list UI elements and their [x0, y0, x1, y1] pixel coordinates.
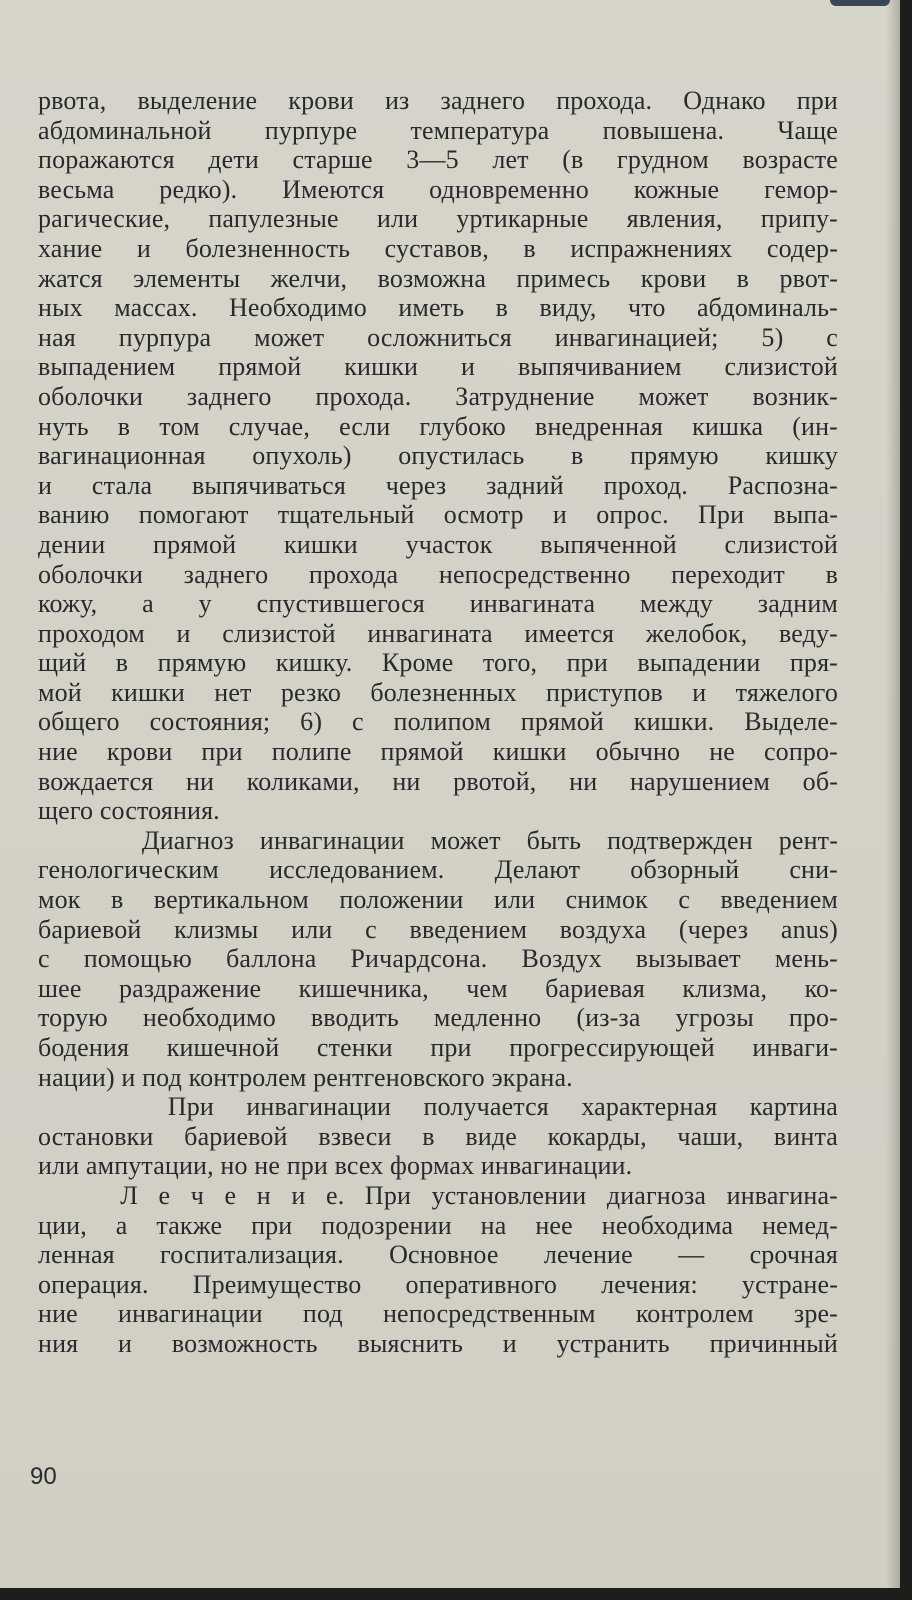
- text-line: щий в прямую кишку. Кроме того, при выпадении пря-: [38, 648, 838, 678]
- text-line: оболочки заднего прохода. Затруднение может возник-: [38, 381, 838, 411]
- text-line: ленная госпитализация. Основное лечение — срочная: [38, 1240, 838, 1270]
- text-line: проходом и слизистой инвагината имеется желобок, веду-: [38, 618, 838, 648]
- text-line: ванию помогают тщательный осмотр и опрос. При выпа-: [38, 500, 838, 530]
- text-line: абдоминальной пурпуре температура повышена. Чаще: [38, 115, 838, 145]
- text-line: торую необходимо вводить медленно (из-за угрозы про-: [38, 1003, 838, 1033]
- text-line: щего состояния.: [38, 796, 220, 826]
- text-line: ние инвагинации под непосредственным контролем зре-: [38, 1299, 838, 1329]
- text-line: жатся элементы желчи, возможна примесь крови в рвот-: [38, 263, 838, 293]
- text-line: оболочки заднего прохода непосредственно переходит в: [38, 559, 838, 589]
- text-line: общего состояния; 6) с полипом прямой кишки. Выделе-: [38, 707, 838, 737]
- text-line: хание и болезненность суставов, в испражнениях содер-: [38, 233, 838, 263]
- text-line: кожу, а у спустившегося инвагината между задним: [38, 589, 838, 619]
- text-line: ния и возможность выяснить и устранить причинный: [38, 1328, 838, 1358]
- text-line: остановки бариевой взвеси в виде кокарды, чаши, винта: [38, 1121, 838, 1151]
- text-line: шее раздражение кишечника, чем бариевая клизма, ко-: [38, 973, 838, 1003]
- text-line: рвота, выделение крови из заднего прохода. Однако при: [38, 86, 838, 115]
- text-line: операция. Преимущество оперативного лечения: устране-: [38, 1269, 838, 1299]
- text-line: Л е ч е н и е. При установлении диагноза инвагина-: [38, 1180, 838, 1210]
- page-top-mark: [830, 0, 890, 6]
- text-line: ции, а также при подозрении на нее необходима немед-: [38, 1210, 838, 1240]
- text-line: поражаются дети старше 3—5 лет (в грудном возрасте: [38, 145, 838, 175]
- body-text: [38, 86, 838, 1359]
- text-line: При инвагинации получается характерная картина: [38, 1092, 838, 1122]
- text-line: или ампутации, но не при всех формах инвагинации.: [38, 1151, 633, 1181]
- text-line: ние крови при полипе прямой кишки обычно не сопро-: [38, 737, 838, 767]
- page-number: 90: [30, 1463, 57, 1490]
- text-line: ных массах. Необходимо иметь в виду, что абдоминаль-: [38, 293, 838, 323]
- text-line: Диагноз инвагинации может быть подтвержден рент-: [38, 825, 838, 855]
- text-line: рагические, папулезные или уртикарные явления, припу-: [38, 204, 838, 234]
- text-line: с помощью баллона Ричардсона. Воздух вызывает мень-: [38, 944, 838, 974]
- text-line: ная пурпура может осложниться инвагинацией; 5) с: [38, 322, 838, 352]
- text-line: вождается ни коликами, ни рвотой, ни нарушением об-: [38, 766, 838, 796]
- text-line: мой кишки нет резко болезненных приступов и тяжелого: [38, 677, 838, 707]
- text-line: нуть в том случае, если глубоко внедренная кишка (ин-: [38, 411, 838, 441]
- text-line: весьма редко). Имеются одновременно кожные гемор-: [38, 174, 838, 204]
- text-line: бариевой клизмы или с введением воздуха (через anus): [38, 914, 838, 944]
- text-line: нации) и под контролем рентгеновского экрана.: [38, 1062, 573, 1092]
- text-line: выпадением прямой кишки и выпячиванием слизистой: [38, 352, 838, 382]
- text-line: вагинационная опухоль) опустилась в прямую кишку: [38, 441, 838, 471]
- text-line: и стала выпячиваться через задний проход. Распозна-: [38, 470, 838, 500]
- text-line: дении прямой кишки участок выпяченной слизистой: [38, 529, 838, 559]
- text-line: мок в вертикальном положении или снимок с введением: [38, 885, 838, 915]
- text-line: бодения кишечной стенки при прогрессирующей инваги-: [38, 1033, 838, 1062]
- text-line: генологическим исследованием. Делают обзорный сни-: [38, 855, 838, 885]
